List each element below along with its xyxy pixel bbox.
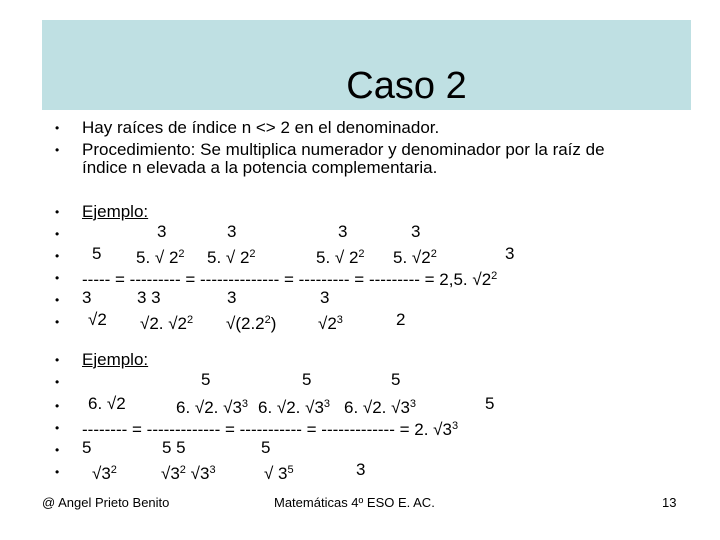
root-index: 3 (227, 222, 237, 241)
bullet: • (55, 443, 60, 457)
bullet: • (55, 293, 60, 307)
denominator: 3 (356, 460, 366, 479)
slide-title: Caso 2 (346, 65, 467, 107)
intro-line-3: índice n elevada a la potencia complementaria. (82, 158, 438, 177)
footer-author: @ Angel Prieto Benito (42, 495, 170, 510)
numerator: 6. √2. $√3^3$ (344, 398, 417, 417)
root-index: 5 (261, 438, 271, 457)
bullet: • (55, 465, 60, 479)
numerator: 5 (92, 244, 102, 263)
page-number: 13 (662, 495, 677, 510)
denominator: $√(2.2^2)$ (226, 314, 277, 333)
footer-course: Matemáticas 4º ESO E. AC. (274, 495, 435, 510)
denominator: $√2^3$ (318, 314, 343, 333)
numerator: 5 (485, 394, 495, 413)
root-index: 5 (391, 370, 401, 389)
numerator: 5. √ $2^2$ (316, 248, 365, 267)
root-index: 5 (201, 370, 211, 389)
root-index: 3 (411, 222, 421, 241)
numerator: 6. √2. $√3^3$ (176, 398, 249, 417)
bullet: • (55, 121, 60, 135)
bullet: • (55, 315, 60, 329)
intro-line-1: Hay raíces de índice n <> 2 en el denominador. (82, 118, 440, 137)
example-1-heading: Ejemplo: (82, 202, 149, 221)
bullet: • (55, 353, 60, 367)
root-index: 5 (82, 438, 92, 457)
numerator: 3 (505, 244, 515, 263)
bullet: • (55, 421, 60, 435)
bullet: • (55, 227, 60, 241)
numerator: 5. √ $2^2$ (136, 248, 185, 267)
denominator: $√3^2$ $√3^3$ (161, 464, 216, 483)
denominator: 2 (396, 310, 406, 329)
bullet: • (55, 399, 60, 413)
fraction-bar-row: -------- = ------------- = ----------- = ------------- = 2. $√3^3$ (82, 420, 459, 439)
example-2-heading: Ejemplo: (82, 350, 149, 369)
root-index: 3 (227, 288, 237, 307)
bullet: • (55, 249, 60, 263)
fraction-bar-row: ----- = --------- = -------------- = --------- = --------- = 2,5. $√2^2$ (82, 270, 498, 289)
title-bar (42, 20, 691, 110)
root-index: 5 5 (162, 438, 186, 457)
denominator: $√3^2$ (92, 464, 117, 483)
numerator: 5. $√2^2$ (393, 248, 437, 267)
root-index: 5 (302, 370, 312, 389)
intro-line-2: Procedimiento: Se multiplica numerador y denominador por la raíz de (82, 140, 605, 159)
bullet: • (55, 271, 60, 285)
root-index: 3 3 (137, 288, 161, 307)
numerator: 6. √2 (88, 394, 126, 413)
bullet: • (55, 205, 60, 219)
denominator: √2. $√2^2$ (140, 314, 194, 333)
numerator: 6. √2. $√3^3$ (258, 398, 331, 417)
bullet: • (55, 143, 60, 157)
numerator: 5. √ $2^2$ (207, 248, 256, 267)
root-index: 3 (157, 222, 167, 241)
denominator: √2 (88, 310, 107, 329)
root-index: 3 (82, 288, 92, 307)
bullet: • (55, 375, 60, 389)
denominator: √ $3^5$ (264, 464, 294, 483)
root-index: 3 (320, 288, 330, 307)
root-index: 3 (338, 222, 348, 241)
